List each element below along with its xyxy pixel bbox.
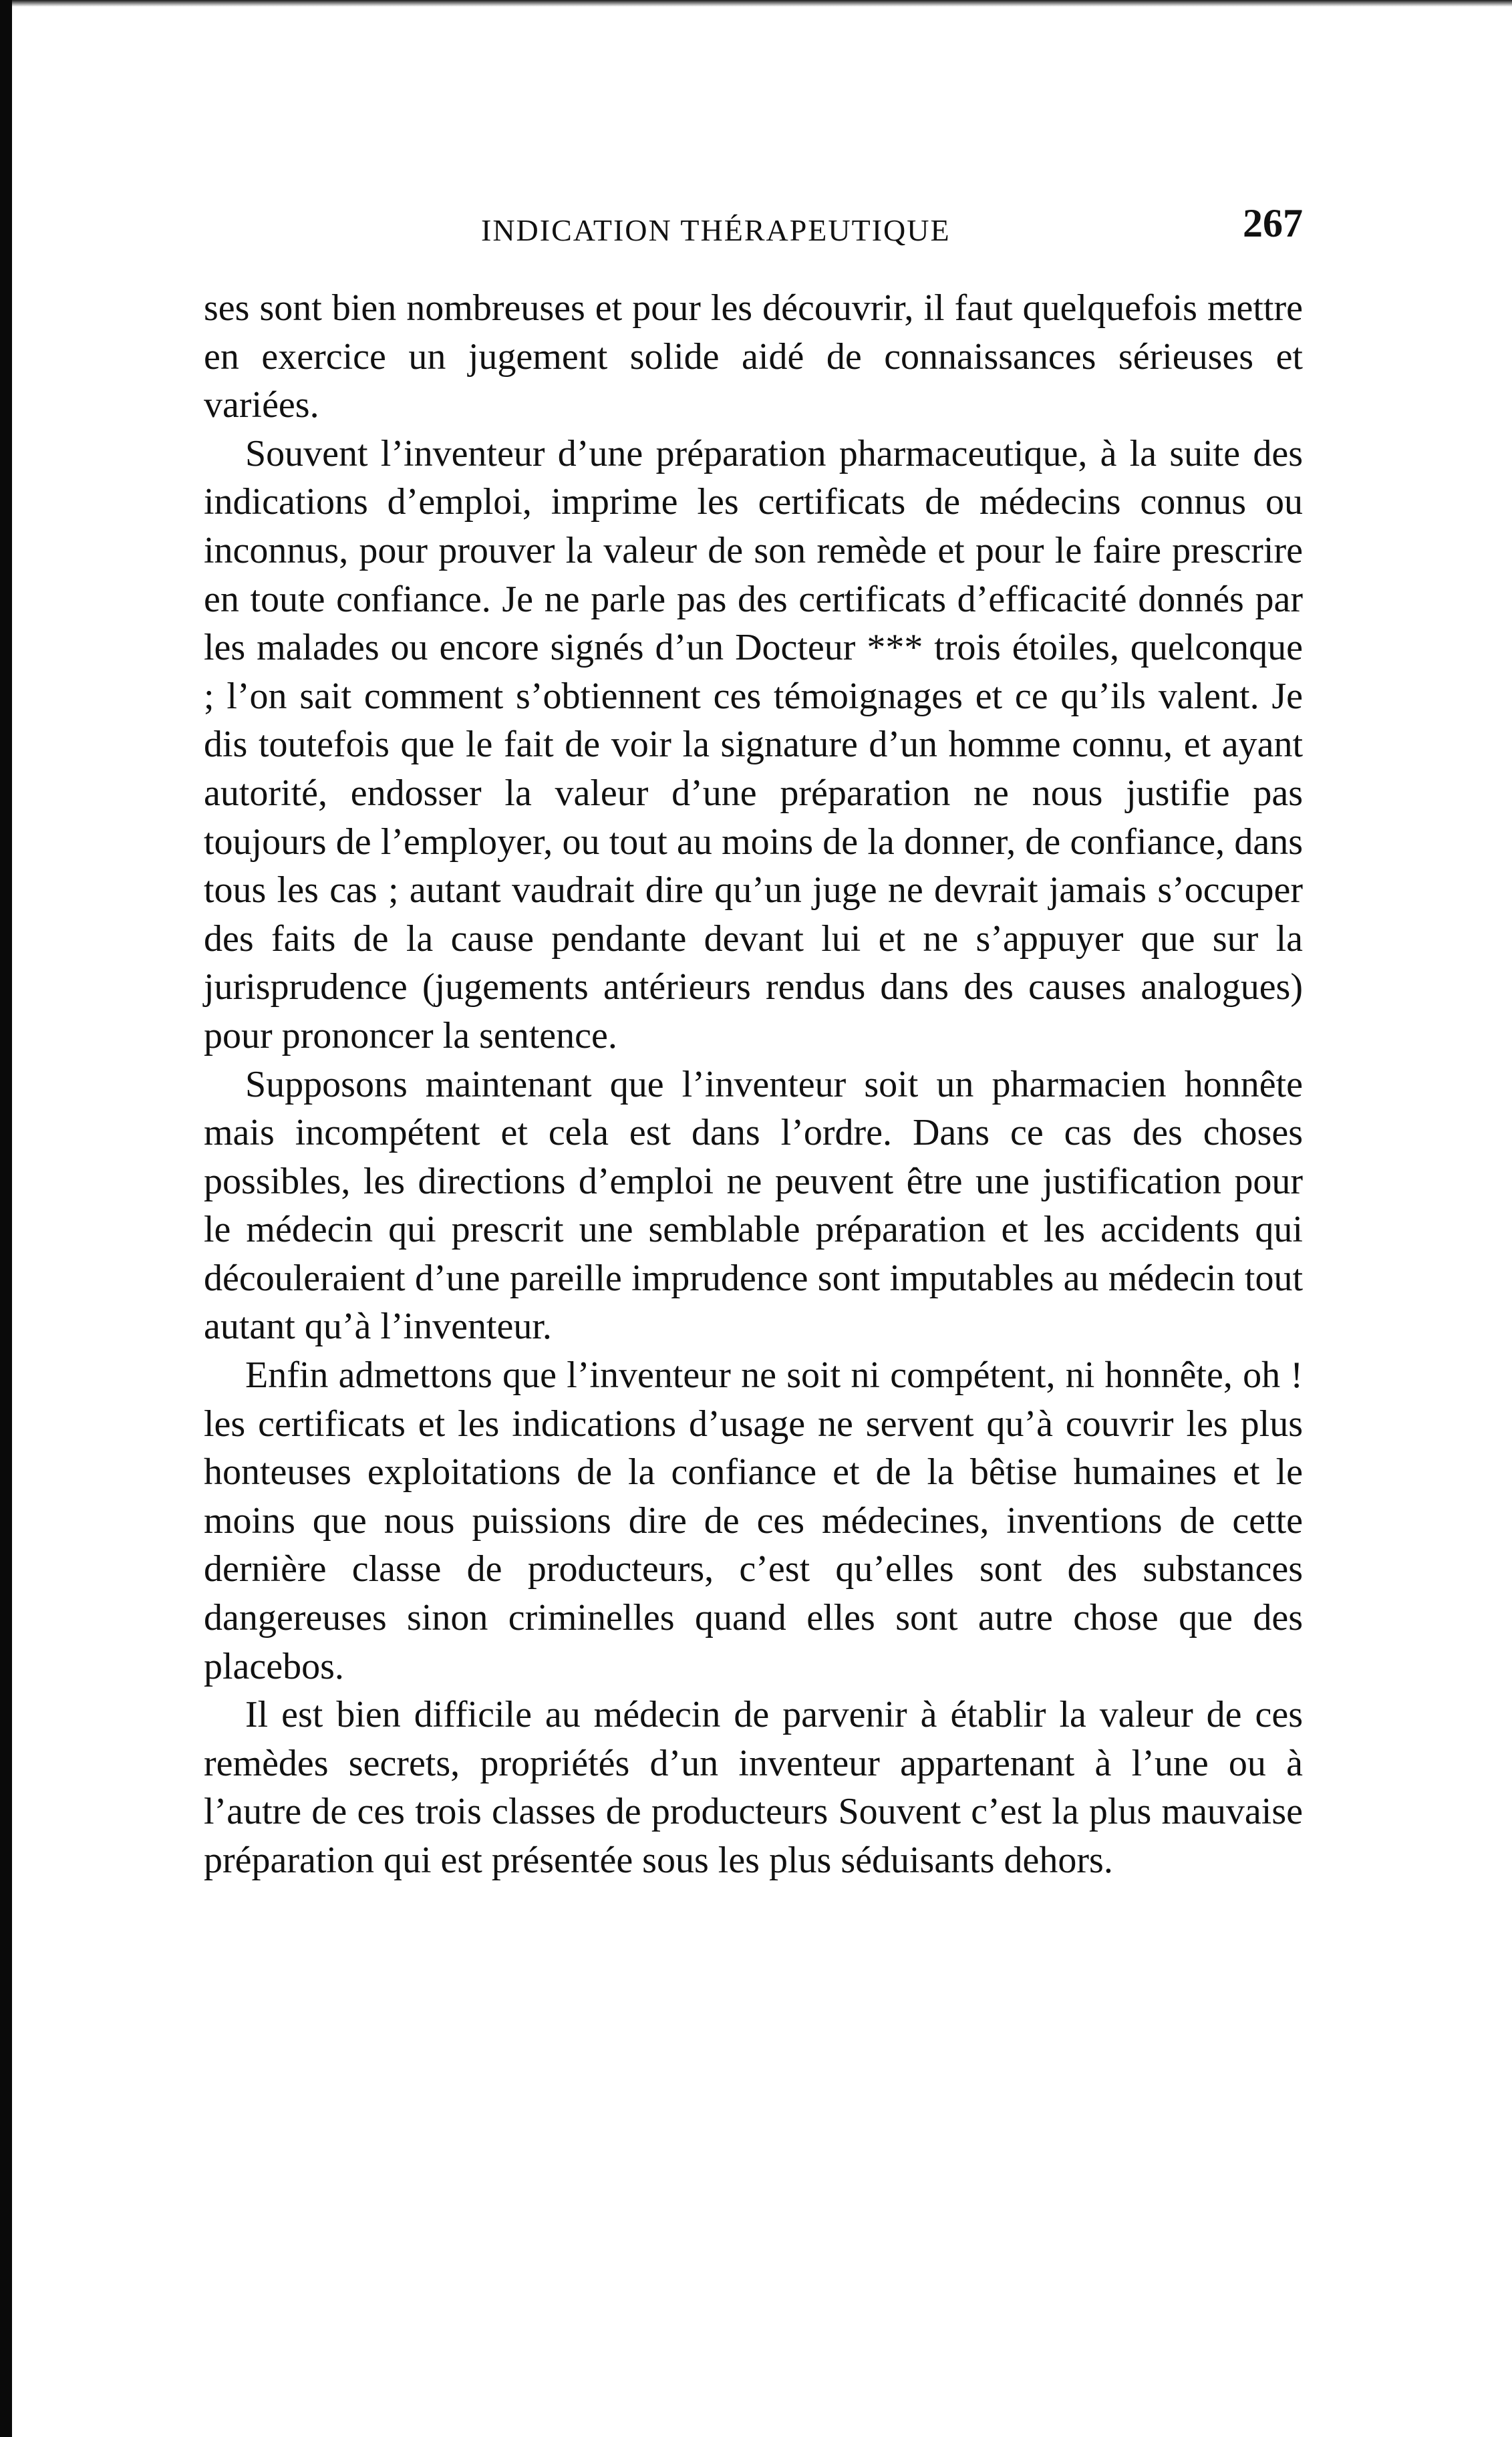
paragraph: Il est bien difficile au médecin de parvenir à établir la valeur de ces remèdes secrets, propriétés d’un inventeur appartenant à l’une ou à l’autre de ces trois classes de producteurs Souvent c’est la plus mauvaise préparation qui est présentée sous les plus séduisants dehors. bbox=[204, 1694, 1303, 1881]
page-body bbox=[204, 284, 1303, 1885]
page-number: 267 bbox=[1243, 201, 1303, 245]
paragraph-continuation: ses sont bien nombreuses et pour les découvrir, il faut quelquefois mettre en exercice un jugement solide aidé de connaissances sérieuses et variées. bbox=[204, 287, 1303, 426]
running-title: INDICATION THÉRAPEUTIQUE bbox=[481, 213, 951, 247]
paragraph: Enfin admettons que l’inventeur ne soit ni compétent, ni honnête, oh ! les certificats et les indications d’usage ne servent qu’à couvrir les plus honteuses exploitations de la confiance et de la bêtise humaines et le moins que nous puissions dire de ces médecines, inventions de cette dernière classe de producteurs, c’est qu’elles sont des substances dangereuses sinon criminelles quand elles sont autre chose que des placebos. bbox=[204, 1354, 1303, 1687]
page-top-edge bbox=[0, 0, 1512, 7]
page-header bbox=[481, 200, 1303, 254]
paragraph: Souvent l’inventeur d’une préparation pharmaceutique, à la suite des indications d’emploi, imprime les certificats de médecins connus ou inconnus, pour prouver la valeur de son remède et pour le faire prescrire en toute confiance. Je ne parle pas des certificats d’efficacité donnés par les malades ou encore signés d’un Docteur *** trois étoiles, quelconque ; l’on sait comment s’obtiennent ces témoignages et ce qu’ils valent. Je dis toutefois que le fait de voir la signature d’un homme connu, et ayant autorité, endosser la valeur d’une préparation ne nous justifie pas toujours de l’employer, ou tout au moins de la donner, de confiance, dans tous les cas ; autant vaudrait dire qu’un juge ne devrait jamais s’occuper des faits de la cause pendante devant lui et ne s’appuyer que sur la jurisprudence (jugements antérieurs rendus dans des causes analogues) pour prononcer la sentence. bbox=[204, 432, 1303, 1056]
page-binding-edge bbox=[0, 0, 12, 2437]
paragraph: Supposons maintenant que l’inventeur soit un pharmacien honnête mais incompétent et cela est dans l’ordre. Dans ce cas des choses possibles, les directions d’emploi ne peuvent être une justification pour le médecin qui prescrit une semblable préparation et les accidents qui découleraient d’une pareille imprudence sont imputables au médecin tout autant qu’à l’inventeur. bbox=[204, 1063, 1303, 1348]
